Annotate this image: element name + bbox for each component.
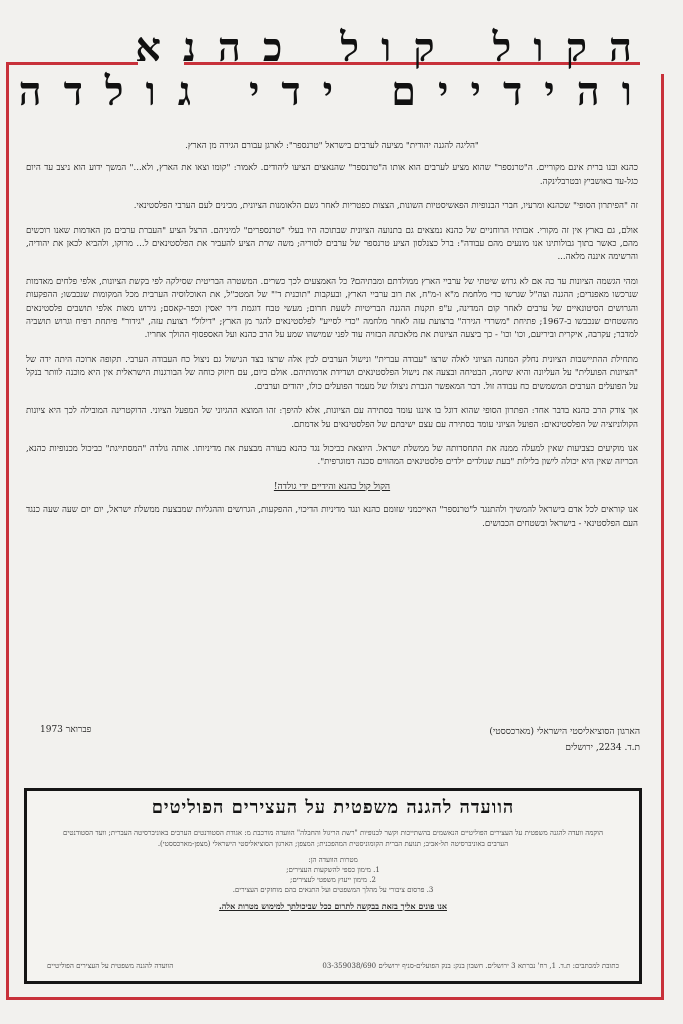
publication-date: פברואר 1973 [40,725,92,735]
headline-line-2: והידיים ידי גולדה [18,68,654,115]
signature-org [489,724,640,756]
paragraph: זה "הפיתרון הסופי" שכהנא ומרעיו, חברי הבנופיות הפאשיסטיות השונות, הצצות כפטריות לאחר גשם הלאומנות הציונית, מכינים לעם הערבי הפלסטינאי. [133,201,638,212]
committee-title: הוועדה להגנה משפטית על העצירים הפוליטים [151,797,515,818]
legal-defense-committee-box [24,788,642,984]
committee-signature: הוועדה להגנה משפטית על העצירים הפוליטיים [47,962,174,970]
org-name: הארגון הסוציאליסטי הישראלי (מארכססטי) [489,727,640,737]
org-address: ת.ד. 2234, ירושלים [565,743,640,753]
goal-item: 1. מימון כספי להשקעות העצירים; [286,866,380,874]
goal-item: 3. פרסום ציבורי על מהלך המשפטים ועל התנאים בהם מוחזקים העצירים. [232,886,434,894]
paragraph: מתחילת ההתיישבות הציונית נחלק המחנה הציוני לאלה שרצו "עבודה עברית" ונישול הערבים לבין אלה שרצו בצד הנישול גם ניצול כח העבודה הערבי. תקופה ארוכה היתה ידה של "הציונות הפועלית" על העליונה והיא שיזמה, הבטיחה ובצעה את נישול הפלסטינאים ושדידת אדמותיהם. אולם כיום, עם חיזוק כוחה של הבורגנות הישראלית אין היא מוכנה לוותר בנקל על הפועלים הערבים המשמשים כח עבודה זול. דבר המאפשר הגברת ניצולו של מעמד הפועלים כולו, יהודים וערבים. [26,354,638,392]
article-body [26,140,638,542]
donation-appeal: אנו פונים אליך בזאת בבקשה לתרום ככל שביכולתך למימוש מטרות אלה. [219,901,447,911]
committee-address: כתובת למכתבים: ת.ד. 1, רח' נברתא 3 ירושלים. חשבון בנק: בנק הפועלים-סניף ירושלים 03-359038/690 [322,962,619,970]
paragraph: אנו מוקיעים כצביעות שאין למעלה ממנה את התחסדותה של ממשלת ישראל. היוצאת כביכול נגד כהנא בעורה מבצעת את מדיניותו. אותה גולדה "המסתייגת" כביכול מכנופיות כהנא, הכריזה שאין היא יכולה לישון בלילות "בעת שנולדים ילדים פלסטינאים המהווים סכנה דמוגרפית". [26,443,638,468]
committee-goals [67,855,599,895]
opening-quote: "הליגה להגנה יהודית" מציעה לערבים בישראל "טרנספר": לארגן עבורם הגירה מן הארץ. [185,141,479,151]
slogan: הקול קול כהנא והידיים ידי גולדה! [273,481,391,492]
headline [20,26,660,122]
headline-line-1: הקול קול כהנא [135,24,654,71]
call-to-action: אנו קוראים לכל אדם בישראל להמשיך ולהתנגד ל"טרנספר" האייכמני שזומם כהנא ונגד מדיניות הדיכוי, ההפקעות, הגרושים וההגליות שמבצעת ממשלת ישראל, יום יום שעה שעה כנגד העם הפלסטינאי - בישראל ובשטחים הכבושים. [26,505,638,529]
signature-block [40,724,640,764]
paragraph: כהנא ובנו ברית אינם מקוריים. ה"טרנספר" שהוא מציע לערבים הוא אותו ה"טרנספר" שהנאצים הציעו ליהודים. לאמור: "קומו וצאו את הארץ, ולא..." המשך ידוע הוא ניצב עד היום כגל-עד באושביץ ובטרבלינקה. [26,163,638,187]
committee-intro: הוקמה וועדה להגנה משפטית על העצירים הפוליטיים הנאשמים בהשתייכות וקשר לכנופיות "רשת הריגול והחבלה" הוועדה מורכבת מ: אגודת הסטודנטים הערבים באוניברסיטה העברית; וועד הסטודנטים הערבים באוניברסיטה תל-אביב; תנועת הברית הקומוניסטית המהפכנית; המצפן; הארגון הסוציאליסטי הישראלי (מצפן-מארכססטי). [63,829,603,848]
paragraph: ומהי הגשמה הציונות עד כה אם לא גרוש שיטתי של ערביי הארץ ממולדתם ומבתיהם? כל האמצעים לכך כשרים. המשטרה הבריטית שסילקה לפי בקשת הציונות, אלפי פלחים מאדמות שנרכשו מאפנדים; ההגנה וצה"ל שגרשו כדי מלחמת מ"א ו-מ"ח, את רוב ערביי הארץ, ובעקבות "תוכנית ד'" של המטכ"ל, את האוכלוסיה הערבית מכל המקומות שנכבשו; ההפקעות והגרושים הסיטונאיים של ערבים לאחר קום המדינה, ע"פ תקנות ההגנה הבריטיות לשעת חרום; מעשי טבח דוגמת דיר יאסין וכפר-קאסם; גירוש מאות אלפי תושבים פלסטינאים מהשטחים שנכבשו ב-1967; פתיחת "משרדי הגירה" ברצועת עזה לאחר מלחמה "כדי לסייע" לפלסטינאים להגר מן הארץ; "דילול" רצועת עזה, "גידור" פיתחת רפיח וגרוש תושביה למדבר; עקרבה, איקרית וביריעם, וכו' וכו' - כך ביצעה הציונות את מלאכתה הבזויה עוד לפני שמישהו שמע על הרב כהנא ועל האספסוף ההולך אחריו. [26,276,638,341]
paragraph: אך צודק הרב כהנא בדבר אחד: הפתרון הסופי שהוא דוגל בו איננו עומד בסתירה עם הציונות, אלא להיפך: זהו המוצא ההגיוני של המפעל הציוני. הדוקטרינה המובילה לכך היא ציונות הקולוניזציה של הפלסטינאים: הפועל הציוני עומד בסתירה עם עצם ישיבתם של הפלסטינאים על אדמתם. [26,406,638,430]
paragraph: אולם, גם בארץ אין זה מקורי. אבותיו הרוחניים של כהנא נמצאים גם בתנועה הציונית שבתוכה היו בעלי "טרנספרים" למיניהם. הרצל הציע "העברת ערבים מן האדמות שאנו רוכשים מהם, כאשר בתוך גבולותינו אנו מונעים מהם עבודה": ברל כצנלסון הציע טרנספר של ערבים לסוריה; משה שרת הציע להעביר את הפלסטינאים ל... מרוקו, ולהביא לכאן את יהודיה, והרשימה איננה מלאה... [26,225,638,263]
goals-label: מטרות הוועדה הן: [308,856,358,864]
goal-item: 2. מימון ייעוץ משפטי לעצירים; [290,876,376,884]
